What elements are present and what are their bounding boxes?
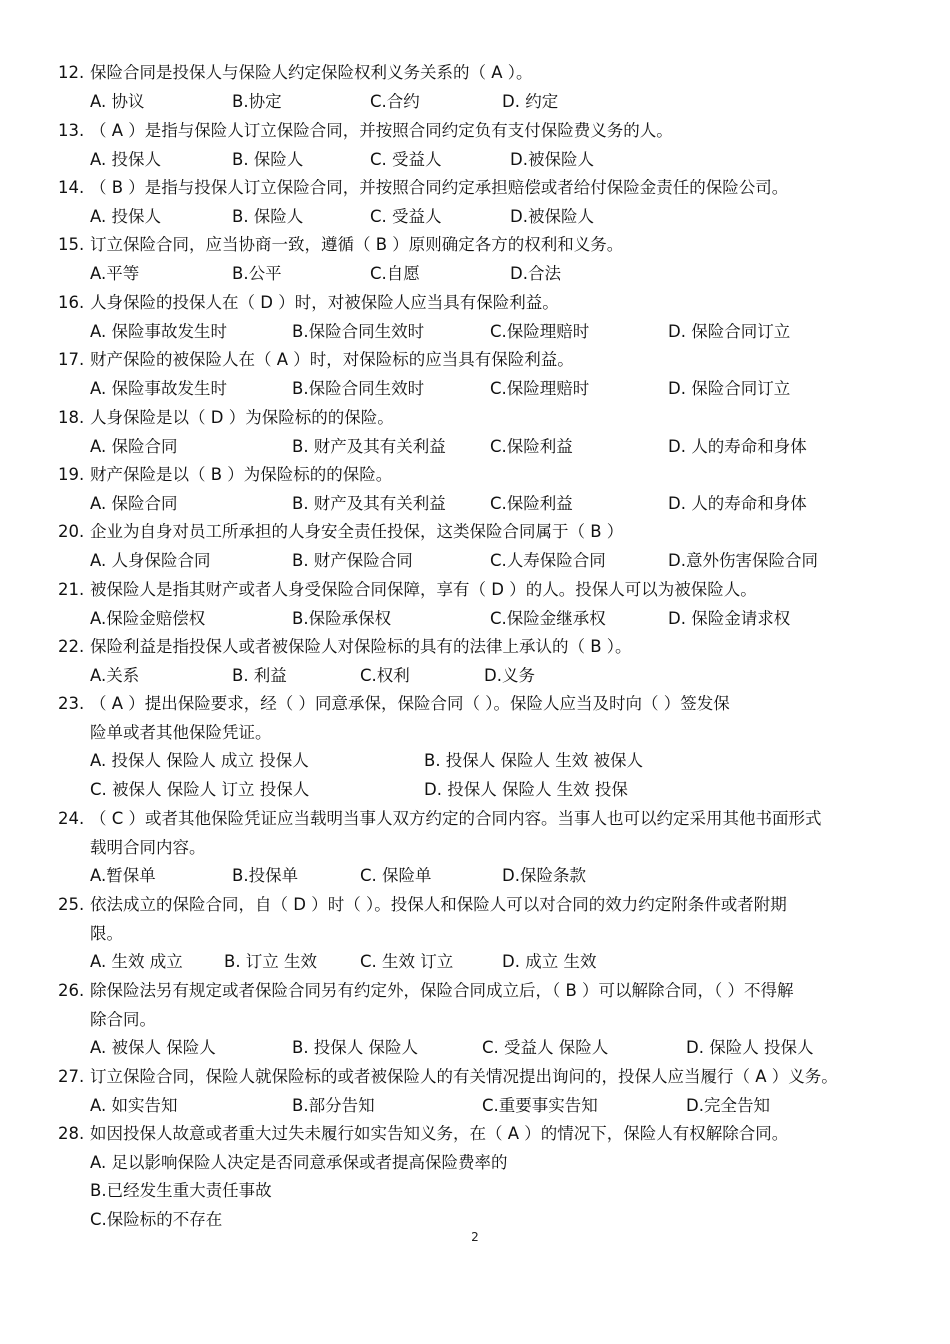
options-row <box>58 1092 898 1121</box>
page-number: 2 <box>471 1230 479 1244</box>
question-stem <box>58 289 898 318</box>
option-b: B.公平 <box>232 263 282 283</box>
option-d: D.合法 <box>510 263 561 283</box>
option-a: A. 如实告知 <box>90 1095 178 1115</box>
option-d: D.完全告知 <box>686 1095 770 1115</box>
option-d: D. 保险人 投保人 <box>686 1038 814 1058</box>
question-14 <box>58 174 898 231</box>
option-c: C.自愿 <box>370 263 420 283</box>
option-b: B. 保险人 <box>232 149 304 169</box>
question-text: 保险合同是投保人与保险人约定保险权利义务关系的（ A ）。 <box>90 63 533 82</box>
question-number: 23. <box>58 694 85 713</box>
option-a: A. 足以影响保险人决定是否同意承保或者提高保险费率的 <box>90 1152 508 1172</box>
question-16 <box>58 289 898 346</box>
question-number: 21. <box>58 580 85 599</box>
question-number: 20. <box>58 522 85 541</box>
question-stem <box>58 1120 898 1149</box>
question-15 <box>58 231 898 288</box>
question-stem <box>58 59 898 88</box>
option-b: B.保险合同生效时 <box>292 321 425 341</box>
option-b: B. 投保人 保险人 生效 被保人 <box>424 751 644 771</box>
question-stem <box>58 576 898 605</box>
option-c: C.人寿保险合同 <box>490 550 606 570</box>
option-d: D.保险条款 <box>502 866 586 886</box>
question-number: 26. <box>58 981 85 1000</box>
option-a: A.平等 <box>90 263 140 283</box>
question-number: 22. <box>58 637 85 656</box>
question-12 <box>58 59 898 116</box>
option-c: C.保险利益 <box>490 436 573 456</box>
option-c: C. 被保人 保险人 订立 投保人 <box>90 780 310 800</box>
question-text-continued: 限。 <box>90 923 123 943</box>
option-a: A. 保险事故发生时 <box>90 321 227 341</box>
options-row <box>58 203 898 232</box>
option-c: C. 受益人 保险人 <box>482 1038 609 1058</box>
question-text: （ B ）是指与投保人订立保险合同，并按照合同约定承担赔偿或者给付保险金责任的保险公司。 <box>90 178 789 197</box>
question-27 <box>58 1063 898 1120</box>
question-20 <box>58 518 898 575</box>
option-a: A. 保险合同 <box>90 493 178 513</box>
option-d: D. 保险合同订立 <box>668 378 791 398</box>
option-b: B. 保险人 <box>232 206 304 226</box>
option-a: A.暂保单 <box>90 866 156 886</box>
options-row <box>58 490 898 519</box>
question-text: 被保险人是指其财产或者人身受保险合同保障，享有（ D ）的人。投保人可以为被保险人。 <box>90 580 757 599</box>
options-row <box>58 948 898 977</box>
option-a: A. 协议 <box>90 91 145 111</box>
options-row <box>58 260 898 289</box>
question-number: 14. <box>58 178 85 197</box>
option-c: C.合约 <box>370 91 420 111</box>
question-stem <box>58 977 898 1006</box>
question-17 <box>58 346 898 403</box>
question-text: （ C ）或者其他保险凭证应当载明当事人双方约定的合同内容。当事人也可以约定采用其他书面形式 <box>90 809 822 828</box>
options-row <box>58 547 898 576</box>
option-d: D. 保险合同订立 <box>668 321 791 341</box>
question-number: 28. <box>58 1124 85 1143</box>
option-a: A.关系 <box>90 665 140 685</box>
question-text: 企业为自身对员工所承担的人身安全责任投保，这类保险合同属于（ B ） <box>90 522 624 541</box>
question-number: 12. <box>58 63 85 82</box>
option-c: C.保险标的不存在 <box>90 1210 223 1230</box>
question-text-continued: 除合同。 <box>90 1009 156 1029</box>
option-a: A. 投保人 <box>90 149 161 169</box>
question-number: 18. <box>58 408 85 427</box>
question-number: 16. <box>58 293 85 312</box>
question-25 <box>58 891 898 977</box>
options-row <box>58 662 898 691</box>
question-text: 订立保险合同，应当协商一致，遵循（ B ）原则确定各方的权利和义务。 <box>90 235 624 254</box>
option-a: A. 人身保险合同 <box>90 550 211 570</box>
question-stem <box>58 805 898 834</box>
question-number: 17. <box>58 350 85 369</box>
option-c: C. 受益人 <box>370 149 442 169</box>
question-stem <box>58 891 898 920</box>
question-stem <box>58 231 898 260</box>
option-d: D.被保险人 <box>510 149 594 169</box>
question-number: 25. <box>58 895 85 914</box>
option-d: D. 投保人 保险人 生效 投保 <box>424 780 628 800</box>
option-d: D.意外伤害保险合同 <box>668 550 818 570</box>
question-text: 订立保险合同，保险人就保险标的或者被保险人的有关情况提出询问的，投保人应当履行（ A ）义务。 <box>90 1067 838 1086</box>
question-24 <box>58 805 898 891</box>
option-a: A.保险金赔偿权 <box>90 608 206 628</box>
option-c: C. 受益人 <box>370 206 442 226</box>
question-number: 24. <box>58 809 85 828</box>
options-row <box>58 375 898 404</box>
question-text-continued: 载明合同内容。 <box>90 837 206 857</box>
options-row <box>58 88 898 117</box>
question-stem <box>58 633 898 662</box>
question-text-continued: 险单或者其他保险凭证。 <box>90 722 272 742</box>
question-stem <box>58 346 898 375</box>
question-text: 除保险法另有规定或者保险合同另有约定外，保险合同成立后，（ B ）可以解除合同，（ ）不得解 <box>90 981 794 1000</box>
options-row <box>58 862 898 891</box>
option-d: D. 人的寿命和身体 <box>668 493 807 513</box>
options-row <box>58 433 898 462</box>
option-c: C.保险利益 <box>490 493 573 513</box>
question-13 <box>58 117 898 174</box>
question-stem <box>58 174 898 203</box>
options-row <box>58 1034 898 1063</box>
question-19 <box>58 461 898 518</box>
option-a: A. 保险合同 <box>90 436 178 456</box>
option-b: B. 财产及其有关利益 <box>292 493 446 513</box>
option-b: B. 财产及其有关利益 <box>292 436 446 456</box>
question-text: 保险利益是指投保人或者被保险人对保险标的具有的法律上承认的（ B ）。 <box>90 637 632 656</box>
question-number: 15. <box>58 235 85 254</box>
option-c: C.保险理赔时 <box>490 321 590 341</box>
option-b: B.保险承保权 <box>292 608 392 628</box>
option-b: B. 利益 <box>232 665 287 685</box>
option-b: B.保险合同生效时 <box>292 378 425 398</box>
option-a: A. 投保人 保险人 成立 投保人 <box>90 751 309 771</box>
question-number: 27. <box>58 1067 85 1086</box>
option-a: A. 保险事故发生时 <box>90 378 227 398</box>
option-c: C. 保险单 <box>360 866 432 886</box>
question-text: 财产保险的被保险人在（ A ）时，对保险标的应当具有保险利益。 <box>90 350 574 369</box>
option-b: B.已经发生重大责任事故 <box>90 1181 272 1201</box>
options-row <box>58 605 898 634</box>
options-row <box>58 146 898 175</box>
question-number: 13. <box>58 121 85 140</box>
option-c: C.保险理赔时 <box>490 378 590 398</box>
option-a: A. 被保人 保险人 <box>90 1038 216 1058</box>
option-c: C.保险金继承权 <box>490 608 606 628</box>
option-c: C.权利 <box>360 665 410 685</box>
question-stem <box>58 1063 898 1092</box>
question-text: 如因投保人故意或者重大过失未履行如实告知义务，在（ A ）的情况下，保险人有权解除合同。 <box>90 1124 789 1143</box>
question-23 <box>58 690 898 805</box>
question-stem <box>58 117 898 146</box>
option-c: C.重要事实告知 <box>482 1095 598 1115</box>
option-d: D. 人的寿命和身体 <box>668 436 807 456</box>
option-d: D. 成立 生效 <box>502 952 597 972</box>
option-a: A. 投保人 <box>90 206 161 226</box>
question-text: （ A ）是指与保险人订立保险合同，并按照合同约定负有支付保险费义务的人。 <box>90 121 673 140</box>
options-row <box>58 318 898 347</box>
question-stem <box>58 404 898 433</box>
option-b: B.部分告知 <box>292 1095 375 1115</box>
question-number: 19. <box>58 465 85 484</box>
question-22 <box>58 633 898 690</box>
option-d: D.被保险人 <box>510 206 594 226</box>
question-text: 财产保险是以（ B ）为保险标的的保险。 <box>90 465 393 484</box>
option-b: B. 财产保险合同 <box>292 550 413 570</box>
options-row <box>58 776 898 805</box>
question-text: 人身保险的投保人在（ D ）时，对被保险人应当具有保险利益。 <box>90 293 559 312</box>
option-b: B. 投保人 保险人 <box>292 1038 419 1058</box>
question-text: 依法成立的保险合同，自（ D ）时（ ）。投保人和保险人可以对合同的效力约定附条件或者附期 <box>90 895 787 914</box>
question-text: （ A ）提出保险要求，经（ ）同意承保，保险合同（ ）。保险人应当及时向（ ）签发保 <box>90 694 730 713</box>
option-a: A. 生效 成立 <box>90 952 183 972</box>
option-b: B.协定 <box>232 91 282 111</box>
question-stem <box>58 461 898 490</box>
option-d: D.义务 <box>484 665 535 685</box>
option-c: C. 生效 订立 <box>360 952 454 972</box>
question-28 <box>58 1120 898 1235</box>
option-b: B. 订立 生效 <box>224 952 318 972</box>
option-d: D. 保险金请求权 <box>668 608 791 628</box>
question-26 <box>58 977 898 1063</box>
question-21 <box>58 576 898 633</box>
option-b: B.投保单 <box>232 866 299 886</box>
options-row <box>58 747 898 776</box>
question-text: 人身保险是以（ D ）为保险标的的保险。 <box>90 408 394 427</box>
question-stem <box>58 518 898 547</box>
question-18 <box>58 404 898 461</box>
option-d: D. 约定 <box>502 91 559 111</box>
question-stem <box>58 690 898 719</box>
